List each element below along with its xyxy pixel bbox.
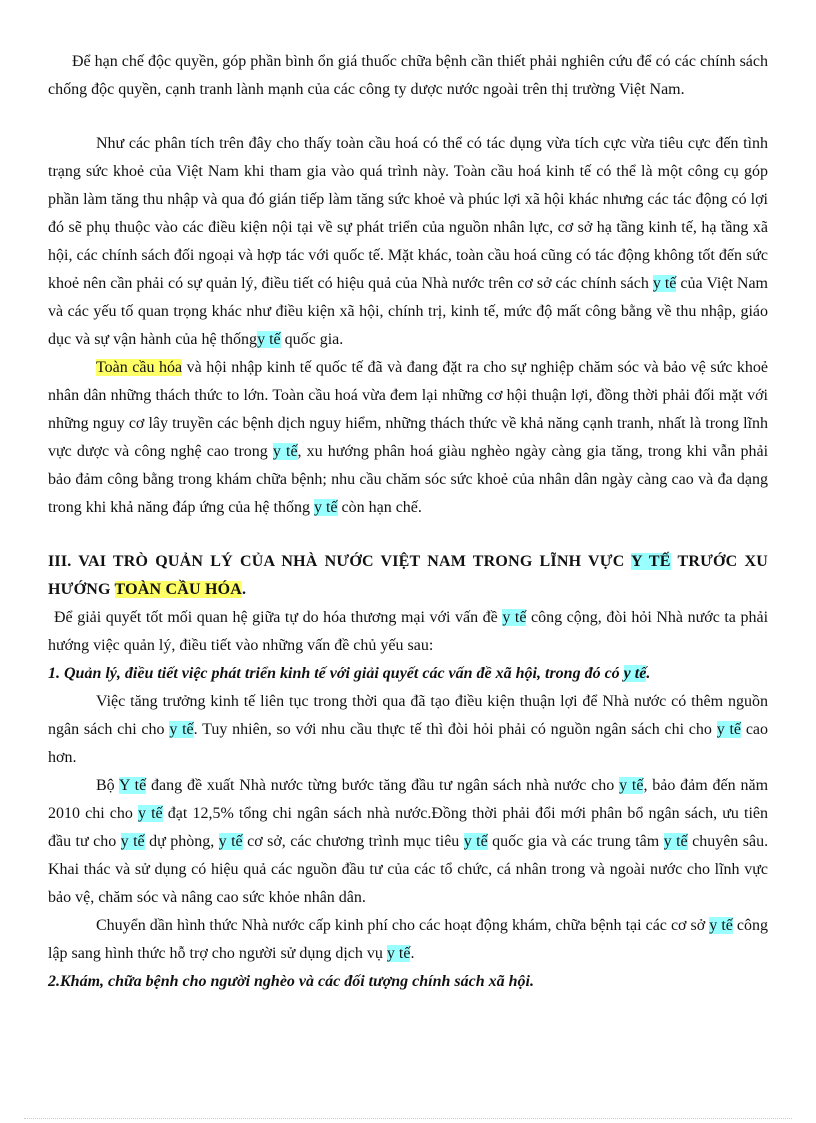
paragraph-1: Để hạn chế độc quyền, góp phần bình ổn giá thuốc chữa bệnh cần thiết phải nghiên cứu để có các chính sách chống độc quyền, cạnh tranh lành mạnh của các công ty dược nước ngoài trên thị trường Việt Nam. bbox=[48, 53, 768, 98]
section-heading: III. VAI TRÒ QUẢN LÝ CỦA NHÀ NƯỚC VIỆT NAM TRONG LĨNH VỰC Y TẾ TRƯỚC XU HƯỚNG TOÀN CẦU HÓA. bbox=[48, 553, 768, 598]
highlight-y-te: y tế bbox=[272, 443, 298, 460]
paragraph-4: Để giải quyết tốt mối quan hệ giữa tự do hóa thương mại với vấn đề y tế công cộng, đòi hỏi Nhà nước ta phải hướng việc quản lý, điều tiết vào những vấn đề chủ yếu sau: bbox=[48, 609, 769, 654]
paragraph-2: Như các phân tích trên đây cho thấy toàn cầu hoá có thể có tác dụng vừa tích cực vừa tiêu cực đến tình trạng sức khoẻ của Việt Nam khi tham gia vào quá trình này. Toàn cầu hoá kinh tế có thể là một công cụ góp phần làm tăng thu nhập và qua đó gián tiếp làm tăng sức khoẻ và phúc lợi xã hội khác nhưng các tác động có lợi đó sẽ phụ thuộc vào các điều kiện nội tại về sự phát triển của nguồn nhân lực, cơ sở hạ tầng kinh tế, hạ tầng xã hội, các chính sách đối ngoại và hợp tác với quốc tế. Mặt khác, toàn cầu hoá cũng có tác động không tốt đến sức khoẻ nên cần phải có sự quản lý, điều tiết có hiệu quả của Nhà nước trên cơ sở các chính sách y tế của Việt Nam và các yếu tố quan trọng khác như điều kiện xã hội, chính trị, kinh tế, mức độ mất công bằng về thu nhập, giáo dục và sự vận hành của hệ thốngy tế quốc gia. bbox=[48, 135, 769, 348]
subheading-2: 2.Khám, chữa bệnh cho người nghèo và các đối tượng chính sách xã hội. bbox=[48, 973, 534, 990]
page-bottom-border bbox=[24, 1118, 792, 1119]
highlight-toan-cau-hoa: TOÀN CẦU HÓA bbox=[114, 581, 242, 598]
highlight-y-te: y tế bbox=[623, 665, 647, 682]
highlight-y-te: y tế bbox=[502, 609, 527, 626]
paragraph-6: Bộ Y tế đang đề xuất Nhà nước từng bước tăng đầu tư ngân sách nhà nước cho y tế, bảo đảm đến năm 2010 chi cho y tế đạt 12,5% tổng chi ngân sách nhà nước.Đồng thời phải đổi mới phân bổ ngân sách, ưu tiên đầu tư cho y tế dự phòng, y tế cơ sở, các chương trình mục tiêu y tế quốc gia và các trung tâm y tế chuyên sâu. Khai thác và sử dụng có hiệu quả các nguồn đầu tư của các tổ chức, cá nhân trong và ngoài nước cho lĩnh vực bảo vệ, chăm sóc và nâng cao sức khỏe nhân dân. bbox=[48, 777, 769, 906]
highlight-toan-cau-hoa: Toàn cầu hóa bbox=[96, 359, 183, 376]
highlight-y-te: Y tế bbox=[118, 777, 147, 794]
highlight-y-te: y tế bbox=[313, 499, 338, 516]
highlight-y-te: y tế bbox=[463, 833, 488, 850]
highlight-y-te: y tế bbox=[218, 833, 243, 850]
highlight-y-te: y tế bbox=[169, 721, 194, 738]
highlight-y-te: y tế bbox=[619, 777, 644, 794]
highlight-y-te: y tế bbox=[652, 275, 677, 292]
highlight-y-te: y tế bbox=[663, 833, 688, 850]
highlight-y-te: y tế bbox=[709, 917, 733, 934]
subheading-1: 1. Quản lý, điều tiết việc phát triển kinh tế với giải quyết các vấn đề xã hội, trong đó có y tế. bbox=[48, 665, 651, 682]
paragraph-3: Toàn cầu hóa và hội nhập kinh tế quốc tế đã và đang đặt ra cho sự nghiệp chăm sóc và bảo vệ sức khoẻ nhân dân những thách thức to lớn. Toàn cầu hoá vừa đem lại những cơ hội thuận lợi, đồng thời phải đối mặt với những nguy cơ lây truyền các bệnh dịch nguy hiểm, những thách thức về khả năng cạnh tranh, nhất là trong lĩnh vực dược và công nghệ cao trong y tế, xu hướng phân hoá giàu nghèo ngày càng gia tăng, trong khi vẫn phải bảo đảm công bằng trong khám chữa bệnh; nhu cầu chăm sóc sức khoẻ của nhân dân ngày càng cao và đa dạng trong khi khả năng đáp ứng của hệ thống y tế còn hạn chế. bbox=[48, 359, 769, 516]
document-page bbox=[48, 48, 768, 996]
highlight-y-te: y tế bbox=[386, 945, 411, 962]
paragraph-5: Việc tăng trưởng kinh tế liên tục trong thời qua đã tạo điều kiện thuận lợi để Nhà nước có thêm nguồn ngân sách chi cho y tế. Tuy nhiên, so với nhu cầu thực tế thì đòi hỏi phải có nguồn ngân sách chi cho y tế cao hơn. bbox=[48, 693, 769, 766]
highlight-y-te: y tế bbox=[120, 833, 145, 850]
highlight-y-te: Y TẾ bbox=[630, 553, 671, 570]
highlight-y-te: y tế bbox=[138, 805, 163, 822]
highlight-y-te: y tế bbox=[257, 331, 281, 348]
highlight-y-te: y tế bbox=[716, 721, 742, 738]
paragraph-7: Chuyển dần hình thức Nhà nước cấp kinh phí cho các hoạt động khám, chữa bệnh tại các cơ sở y tế công lập sang hình thức hỗ trợ cho người sử dụng dịch vụ y tế. bbox=[48, 917, 769, 962]
